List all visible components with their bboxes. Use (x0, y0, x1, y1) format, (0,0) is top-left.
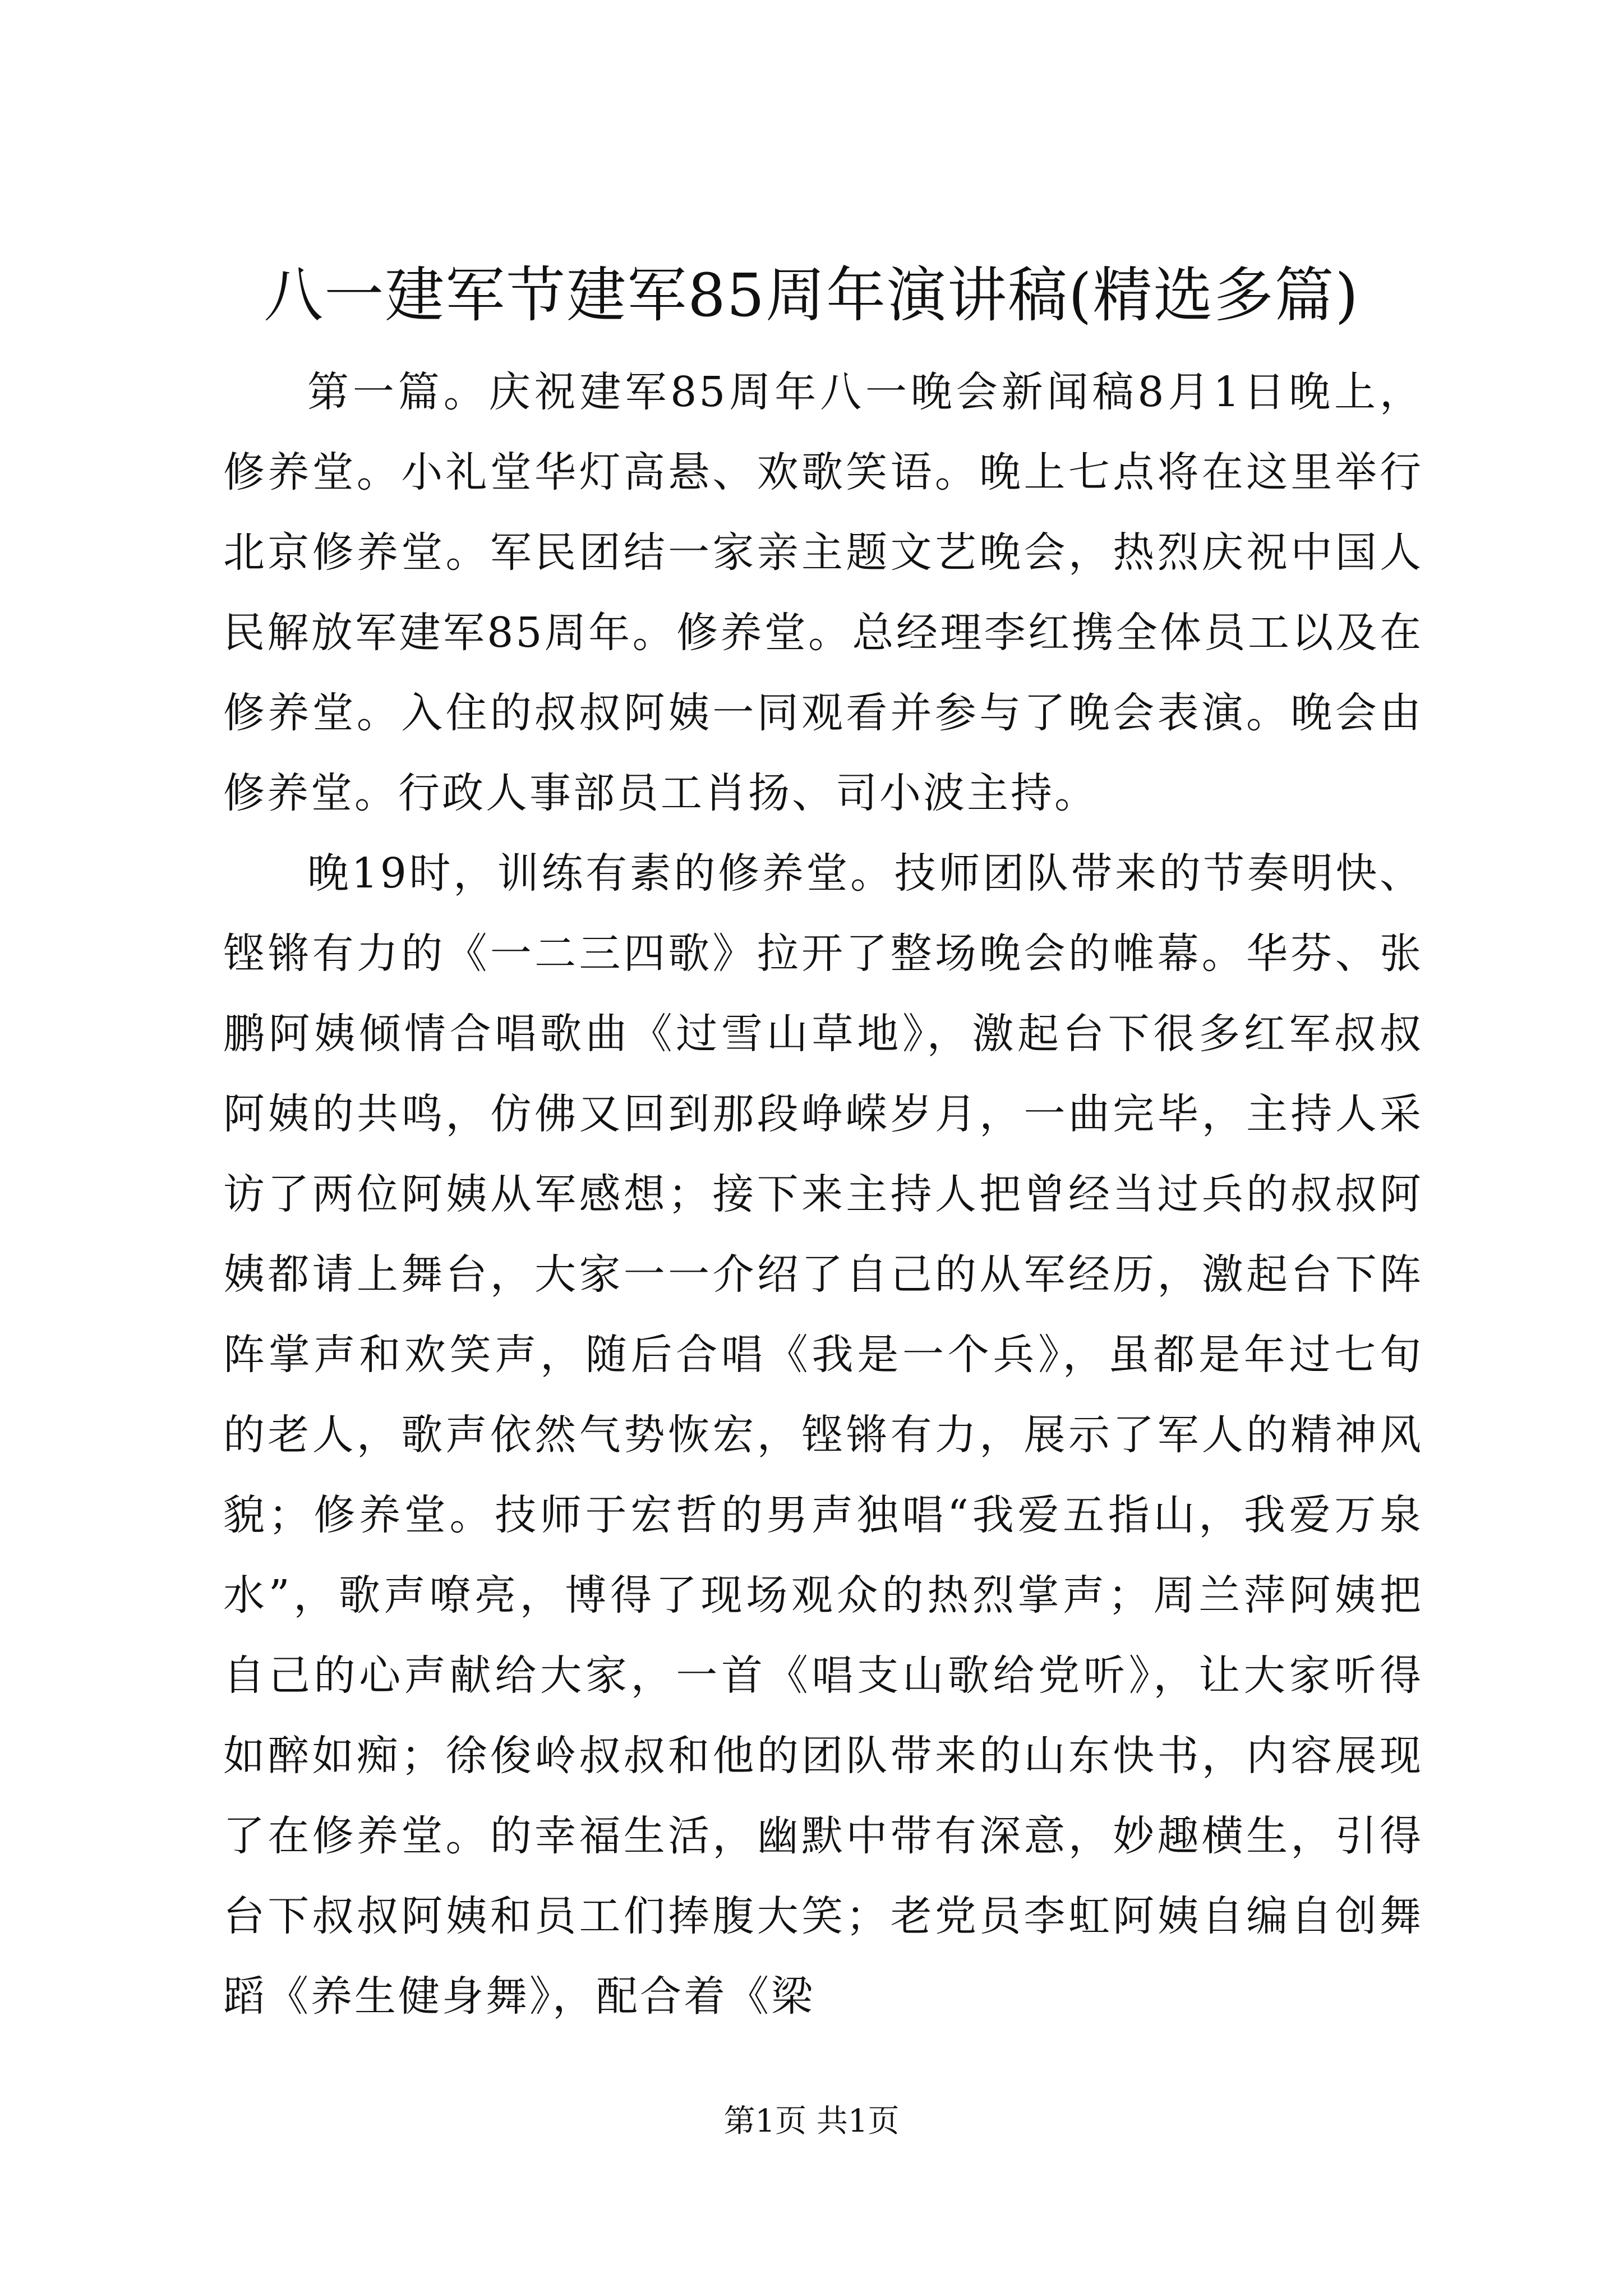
document-title: 八一建军节建军85周年演讲稿(精选多篇) (264, 261, 1359, 330)
paragraph-2: 晚19时，训练有素的修养堂。技师团队带来的节奏明快、铿锵有力的《一二三四歌》拉开了整场晚会的帷幕。华芬、张鹏阿姨倾情合唱歌曲《过雪山草地》，激起台下很多红军叔叔阿姨的共鸣，仿佛又回到那段峥嵘岁月，一曲完毕，主持人采访了两位阿姨从军感想；接下来主持人把曾经当过兵的叔叔阿姨都请上舞台，大家一一介绍了自己的从军经历，激起台下阵阵掌声和欢笑声，随后合唱《我是一个兵》，虽都是年过七旬的老人，歌声依然气势恢宏，铿锵有力，展示了军人的精神风貌；修养堂。技师于宏哲的男声独唱“我爱五指山，我爱万泉水”，歌声嘹亮，博得了现场观众的热烈掌声；周兰萍阿姨把自己的心声献给大家，一首《唱支山歌给党听》，让大家听得如醉如痴；徐俊岭叔叔和他的团队带来的山东快书，内容展现了在修养堂。的幸福生活，幽默中带有深意，妙趣横生，引得台下叔叔阿姨和员工们捧腹大笑；老党员李虹阿姨自编自创舞蹈《养生健身舞》，配合着《梁 (223, 849, 1423, 2021)
paragraph-1: 第一篇。庆祝建军85周年八一晚会新闻稿8月1日晚上，修养堂。小礼堂华灯高悬、欢歌笑语。晚上七点将在这里举行北京修养堂。军民团结一家亲主题文艺晚会，热烈庆祝中国人民解放军建军85周年。修养堂。总经理李红携全体员工以及在修养堂。入住的叔叔阿姨一同观看并参与了晚会表演。晚会由修养堂。行政人事部员工肖扬、司小波主持。 (223, 368, 1423, 817)
document-body (223, 352, 1423, 2037)
page-footer: 第1页 共1页 (723, 2103, 900, 2139)
